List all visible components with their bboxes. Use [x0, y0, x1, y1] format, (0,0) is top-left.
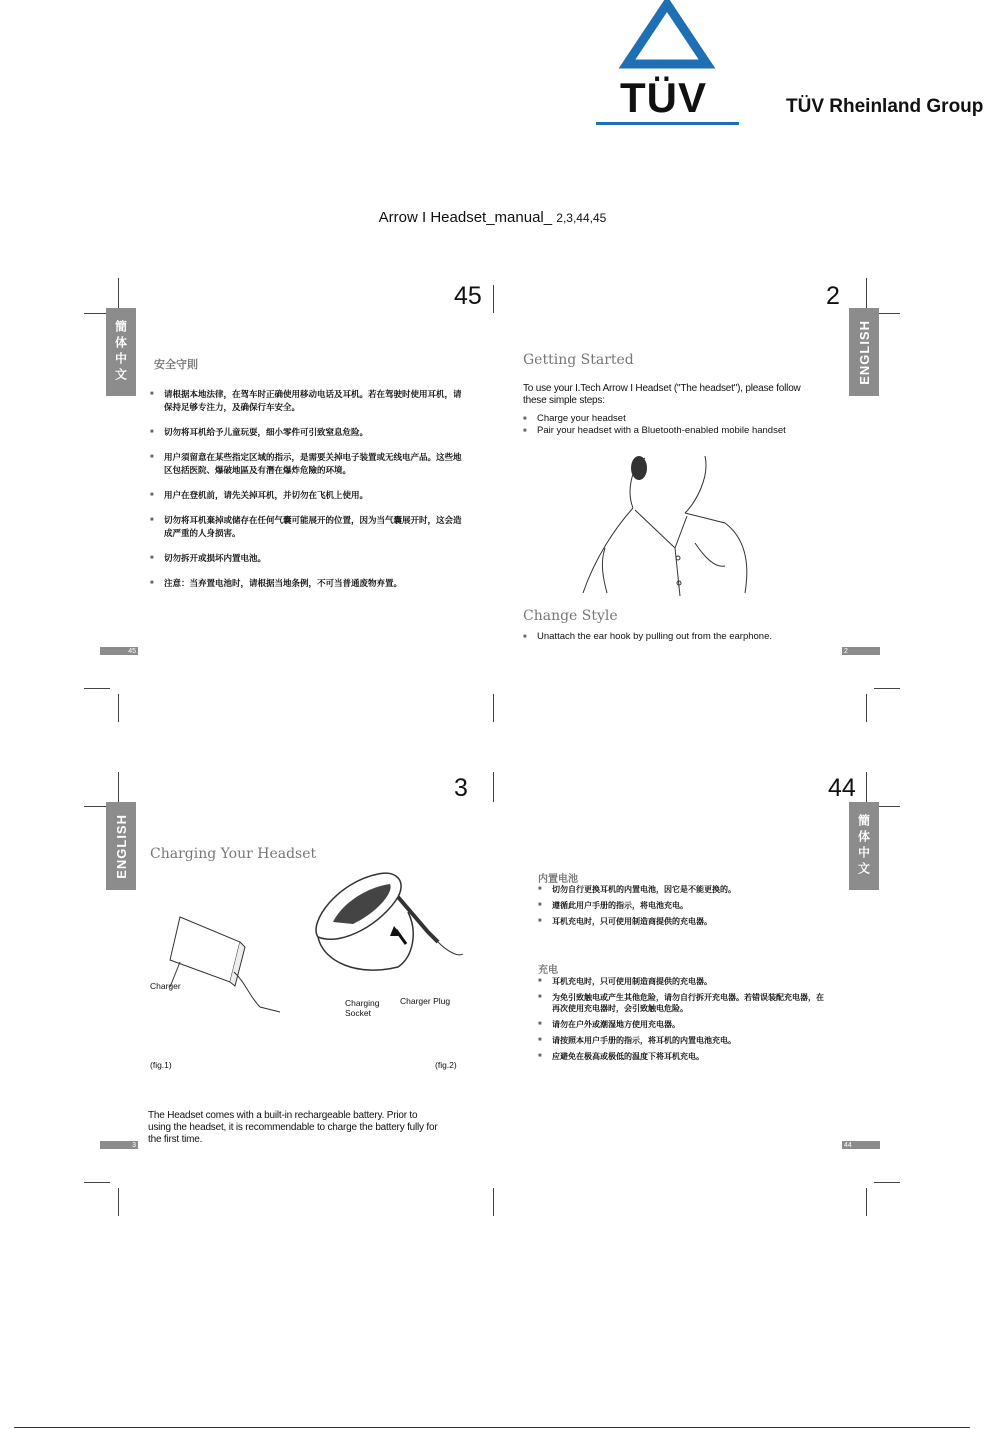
charger-label: Charger: [150, 981, 181, 991]
language-tab-english: ENGLISH: [849, 308, 879, 396]
list-item: ■ 请勿在户外或潮湿地方使用充电器。: [538, 1019, 828, 1030]
page44-battery-list: [538, 884, 828, 932]
charging-socket-label: Charging Socket: [345, 998, 380, 1018]
list-item: ■ 切勿将耳机棄掉或储存在任何气囊可能展开的位置，因为当气囊展开时，这会造成严重的人身损害。: [150, 514, 468, 540]
list-item: ■ Charge your headset: [523, 413, 843, 425]
page44-heading-battery: 内置电池: [538, 874, 578, 885]
group-name: TÜV Rheinland Group: [786, 96, 984, 117]
page45-safety-list: [150, 388, 468, 602]
page3-heading: Charging Your Headset: [150, 846, 317, 862]
page45-heading: 安全守則: [154, 359, 198, 371]
page44-heading-charging: 充电: [538, 965, 558, 976]
page3-footer: 3: [100, 1141, 138, 1149]
list-item: ■ 为免引致触电或产生其他危险，请勿自行拆开充电器。若错误装配充电器，在再次使用充电器时，会引致触电危险。: [538, 992, 828, 1014]
list-item: ■ 请根据本地法律，在驾车时正确使用移动电话及耳机。若在驾驶时使用耳机，请保持足够专注力，及确保行车安全。: [150, 388, 468, 414]
logo-rule: [596, 122, 739, 125]
list-item: ■ 用户在登机前，请先关掉耳机，并切勿在飞机上使用。: [150, 489, 468, 502]
list-item: ■ 遵循此用户手册的指示，将电池充电。: [538, 900, 828, 911]
fig2-label: (fig.2): [435, 1060, 457, 1070]
page44-footer: 44: [842, 1141, 880, 1149]
list-item: ■ 请按照本用户手册的指示，将耳机的内置电池充电。: [538, 1035, 828, 1046]
language-tab-chinese: 簡体中文: [106, 308, 136, 396]
headset-charging-illustration: [298, 862, 468, 992]
list-item: ■ 用户須留意在某些指定区域的指示，是需要关掉电子装置或无线电产品。这些地区包括医院、爆破地區及有潛在爆炸危險的环境。: [150, 451, 468, 477]
bottom-rule: [14, 1427, 970, 1428]
page2-footer: 2: [842, 647, 880, 655]
document-title: [0, 209, 985, 226]
page-number-3: 3: [454, 774, 468, 802]
page3-body: The Headset comes with a built-in rechargeable battery. Prior to using the headset, it is recommendable to charge the battery fully for the first time.: [148, 1110, 438, 1145]
language-tab-chinese: 簡体中文: [849, 802, 879, 890]
list-item: ■ Unattach the ear hook by pulling out from the earphone.: [523, 631, 843, 643]
list-item: ■ 切勿拆开或损坏内置电池。: [150, 552, 468, 565]
list-item: ■ Pair your headset with a Bluetooth-enabled mobile handset: [523, 425, 843, 437]
page2-style-steps: [523, 631, 843, 643]
page-number-2: 2: [826, 282, 840, 310]
list-item: ■ 切勿自行更换耳机的内置电池，因它是不能更换的。: [538, 884, 828, 895]
page-number-44: 44: [828, 774, 856, 802]
language-tab-english: ENGLISH: [106, 802, 136, 890]
headset-wearing-illustration: [575, 448, 765, 598]
title-main: Arrow I Headset_manual_: [378, 209, 557, 226]
page2-heading2: Change Style: [523, 608, 618, 624]
page44-charging-list: [538, 976, 828, 1067]
list-item: ■ 耳机充电时，只可使用制造商提供的充电器。: [538, 976, 828, 987]
page2-intro: To use your I.Tech Arrow I Headset ("The headset"), please follow these simple steps:: [523, 383, 801, 406]
charger-plug-label: Charger Plug: [400, 996, 451, 1006]
tuv-triangle-icon: [595, 0, 745, 75]
page2-steps: [523, 413, 843, 437]
list-item: ■ 耳机充电时，只可使用制造商提供的充电器。: [538, 916, 828, 927]
charger-illustration: [150, 912, 290, 1022]
logo-wordmark: TÜV: [620, 74, 707, 121]
title-pages: 2,3,44,45: [556, 211, 607, 225]
list-item: ■ 切勿将耳机给予儿童玩耍，细小零件可引致窒息危险。: [150, 426, 468, 439]
list-item: ■ 注意：当弃置电池时，请根据当地条例，不可当普通废物弃置。: [150, 577, 468, 590]
list-item: ■ 应避免在极高或极低的温度下将耳机充电。: [538, 1051, 828, 1062]
page-number-45: 45: [454, 282, 482, 310]
fig1-label: (fig.1): [150, 1060, 172, 1070]
page2-heading: Getting Started: [523, 352, 634, 368]
page45-footer: 45: [100, 647, 138, 655]
